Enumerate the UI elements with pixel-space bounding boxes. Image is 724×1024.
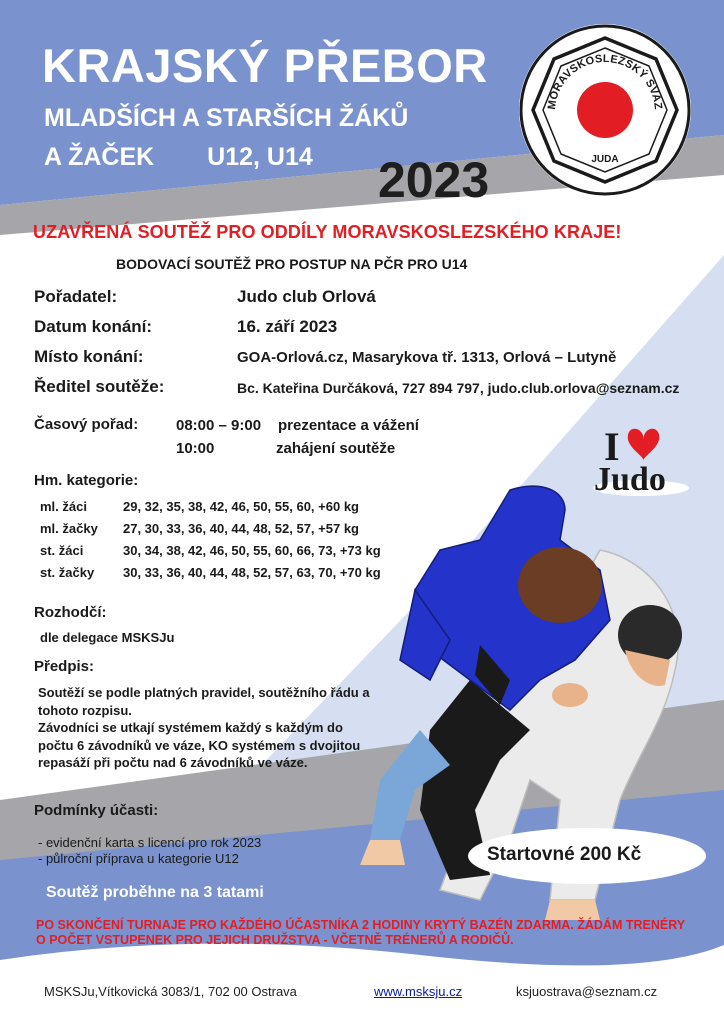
- weight-values: 30, 33, 36, 40, 44, 48, 52, 57, 63, 70, +70 kg: [123, 565, 381, 580]
- rules-text: [38, 684, 378, 772]
- weight-category: ml. žačky: [40, 521, 98, 536]
- weight-category: ml. žáci: [40, 499, 87, 514]
- logo-bottom-text: JUDA: [591, 154, 619, 165]
- conditions-label: Podmínky účasti:: [34, 802, 159, 819]
- condition-item: - evidenční karta s licencí pro rok 2023: [38, 835, 262, 850]
- weight-values: 29, 32, 35, 38, 42, 46, 50, 55, 60, +60 kg: [123, 499, 359, 514]
- subtitle-age-groups: U12, U14: [207, 143, 313, 171]
- pool-notice: PO SKONČENÍ TURNAJE PRO KAŽDÉHO ÚČASTNÍKA 2 HODINY KRYTÝ BAZÉN ZDARMA. ŽÁDÁM TRENÉRY O POČET VSTUPENEK PRO JEJICH DRUŽSTVA - VČETNĚ TRÉNERŮ A RODIČŮ.: [36, 918, 685, 947]
- closed-competition-notice: UZAVŘENÁ SOUTĚŽ PRO ODDÍLY MORAVSKOSLEZSKÉHO KRAJE!: [33, 222, 622, 242]
- date-value: 16. září 2023: [237, 317, 338, 336]
- entry-fee: Startovné 200 Kč: [487, 844, 642, 865]
- schedule-event-2: zahájení soutěže: [276, 440, 396, 457]
- schedule-event-1: prezentace a vážení: [278, 417, 419, 434]
- place-label: Místo konání:: [34, 347, 144, 366]
- weights-label: Hm. kategorie:: [34, 472, 139, 489]
- referees-text: dle delegace MSKSJu: [40, 630, 175, 645]
- footer-website-link[interactable]: www.msksju.cz: [374, 984, 463, 999]
- scoring-notice: BODOVACÍ SOUTĚŽ PRO POSTUP NA PČR PRO U14: [116, 256, 468, 272]
- organizer-value: Judo club Orlová: [237, 287, 376, 306]
- weight-values: 30, 34, 38, 42, 46, 50, 55, 60, 66, 73, +73 kg: [123, 543, 381, 558]
- condition-item: - půlroční příprava u kategorie U12: [38, 851, 239, 866]
- tatami-notice: Soutěž proběhne na 3 tatami: [46, 884, 264, 901]
- i-love-judo-graphic: [578, 418, 698, 500]
- weight-category: st. žačky: [40, 565, 95, 580]
- director-value: Bc. Kateřina Durčáková, 727 894 797, judo.club.orlova@seznam.cz: [237, 380, 680, 396]
- federation-logo: [517, 22, 693, 198]
- rules-line-2: Závodníci se utkají systémem každý s každým do počtu 6 závodníků ve váze, KO systémem s dvojitou repasáží při počtu nad 6 závodníků ve váze.: [38, 720, 361, 770]
- event-year: 2023: [378, 152, 490, 208]
- event-title: KRAJSKÝ PŘEBOR: [42, 39, 488, 92]
- footer-address: MSKSJu,Vítkovická 3083/1, 702 00 Ostrava: [44, 984, 297, 999]
- event-subtitle-line2: [44, 143, 313, 172]
- organizer-label: Pořadatel:: [34, 287, 118, 306]
- director-label: Ředitel soutěže:: [34, 377, 165, 396]
- weight-values: 27, 30, 33, 36, 40, 44, 48, 52, 57, +57 kg: [123, 521, 359, 536]
- schedule-time-2: 10:00: [176, 440, 215, 457]
- logo-ring-text: MORAVSKOSLEZSKÝ SVAZ: [545, 52, 665, 111]
- event-subtitle-line1: MLADŠÍCH A STARŠÍCH ŽÁKŮ: [44, 104, 409, 132]
- weight-category: st. žáci: [40, 543, 84, 558]
- referees-label: Rozhodčí:: [34, 604, 107, 621]
- schedule-time-1: 08:00 – 9:00: [176, 417, 262, 434]
- footer-email: ksjuostrava@seznam.cz: [516, 984, 658, 999]
- schedule-label: Časový pořad:: [34, 416, 139, 433]
- rules-line-1: Soutěží se podle platných pravidel, soutěžního řádu a tohoto rozpisu.: [38, 685, 370, 718]
- place-value: GOA-Orlová.cz, Masarykova tř. 1313, Orlová – Lutyně: [237, 349, 617, 366]
- date-label: Datum konání:: [34, 317, 153, 336]
- i-love-letter: I: [604, 424, 620, 469]
- judo-word: Judo: [594, 461, 666, 498]
- rules-label: Předpis:: [34, 658, 95, 675]
- subtitle-categories: A ŽAČEK: [44, 143, 155, 171]
- heart-icon: [628, 429, 660, 461]
